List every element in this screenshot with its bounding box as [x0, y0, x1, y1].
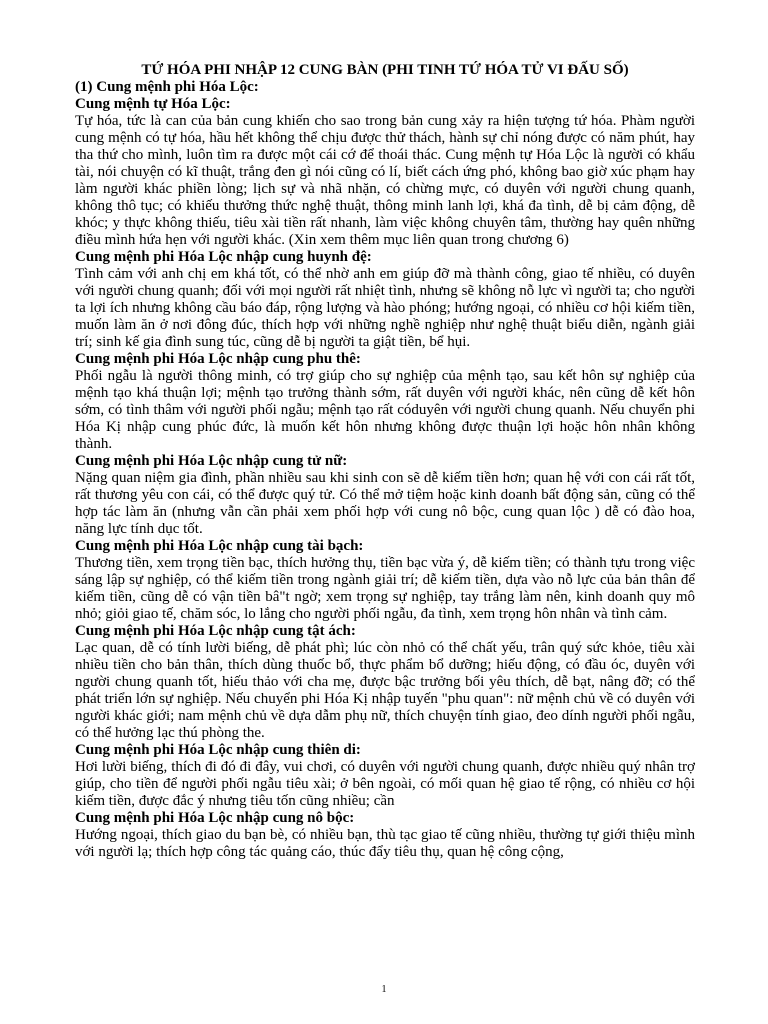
- page-number: 1: [381, 984, 387, 995]
- paragraph: Thương tiền, xem trọng tiền bạc, thích hưởng thụ, tiền bạc vừa ý, dễ kiếm tiền; có thành tựu trong việc sáng lập sự nghiệp, có thể kiếm tiền trong ngành giải trí; dễ kiếm tiền, dựa vào nỗ lực của bản thân để kiếm tiền, cũng dễ có vận tiền bâ"t ngờ; xem trọng sự nghiệp, tay trắng làm nên, kinh doanh quy mô nhỏ; giỏi giao tế, chăm sóc, lo lắng cho người phối ngẫu, đa tình, xem trọng hôn nhân và tình cảm.: [75, 555, 695, 622]
- subsection-heading: Cung mệnh tự Hóa Lộc:: [75, 96, 231, 112]
- section-heading: (1) Cung mệnh phi Hóa Lộc:: [75, 79, 259, 95]
- paragraph: Hướng ngoại, thích giao du bạn bè, có nhiều bạn, thù tạc giao tế cũng nhiều, thường tự giới thiệu mình với người lạ; thích hợp công tác quảng cáo, thúc đẩy tiêu thụ, quan hệ công cộng,: [75, 827, 695, 860]
- paragraph: Lạc quan, dễ có tính lười biếng, dễ phát phì; lúc còn nhỏ có thể chất yếu, trân quý sức khỏe, tiêu xài nhiều tiền cho bản thân, thích dùng thuốc bổ, thực phẩm bổ dưỡng; hiếu động, có đầu óc, duyên với người chung quanh tốt, hiếu thảo với cha mẹ, được bậc trưởng bối yêu thích, dễ bạt, nâng đỡ; có thể phát triển lớn sự nghiệp. Nếu chuyển phi Hóa Kị nhập tuyến "phu quan": nữ mệnh chủ về có duyên với người khác giới; nam mệnh chủ về dựa dẫm phụ nữ, thích chuyện tính giao, đeo dính người phối ngẫu, có thể hưởng lạc thú phòng the.: [75, 640, 695, 741]
- paragraph: Tình cảm với anh chị em khá tốt, có thể nhờ anh em giúp đỡ mà thành công, giao tế nhiều, có duyên với người chung quanh; đối với mọi người rất nhiệt tình, nhưng sẽ không nỗ lực vì người ta; cho người ta lợi ích nhưng không cầu báo đáp, rộng lượng và hào phóng; hướng ngoại, có nhiều cơ hội kiếm tiền, muốn làm ăn ở nơi đông đúc, thích hợp với những nghề nghiệp như nghệ thuật biểu diễn, ngành giải trí; sinh kế gia đình sung túc, cũng dễ bị người ta giật tiền, bể hụi.: [75, 266, 695, 350]
- subsection-heading: Cung mệnh phi Hóa Lộc nhập cung huynh đệ:: [75, 249, 372, 265]
- subsection-heading: Cung mệnh phi Hóa Lộc nhập cung tật ách:: [75, 623, 356, 639]
- paragraph: Nặng quan niệm gia đình, phần nhiều sau khi sinh con sẽ dễ kiếm tiền hơn; quan hệ với con cái rất tốt, rất thương yêu con cái, có thể được quý tử. Có thể mở tiệm hoặc kinh doanh bất động sản, cũng có thể hợp tác làm ăn (nhưng vẫn cần phải xem phối hợp với cung nô bộc, cung quan lộc ) dễ có đào hoa, năng lực tính dục tốt.: [75, 470, 695, 537]
- subsection-heading: Cung mệnh phi Hóa Lộc nhập cung phu thê:: [75, 351, 361, 367]
- paragraph: Tự hóa, tức là can của bản cung khiến cho sao trong bản cung xảy ra hiện tượng tứ hóa. Phàm người cung mệnh có tự hóa, hầu hết không thể chịu được thử thách, hành sự chỉ nóng được có năm phút, hay tha thứ cho mình, luôn tìm ra được một cái cớ để thoái thác. Cung mệnh tự Hóa Lộc là người có khẩu tài, nói chuyện có kĩ thuật, trắng đen gì nói cũng có lí, biết cách ứng phó, không bao giờ xúc phạm hay làm người khác phiền lòng; lịch sự và nhã nhặn, có chừng mực, có duyên với người chung quanh, không thô tục; có khiếu thưởng thức nghệ thuật, thông minh lanh lợi, khá đa tình, dễ bị cảm động, dễ khóc; y thực không thiếu, tiêu xài tiền rất nhanh, làm việc không chuyên tâm, thường hay quên những điều mình hứa hẹn với người khác. (Xin xem thêm mục liên quan trong chương 6): [75, 113, 695, 248]
- subsection-heading: Cung mệnh phi Hóa Lộc nhập cung nô bộc:: [75, 810, 355, 826]
- subsection-heading: Cung mệnh phi Hóa Lộc nhập cung thiên di:: [75, 742, 361, 758]
- subsection-heading: Cung mệnh phi Hóa Lộc nhập cung tử nữ:: [75, 453, 348, 469]
- paragraph: Phối ngẫu là người thông minh, có trợ giúp cho sự nghiệp của mệnh tạo, sau kết hôn sự nghiệp của mệnh tạo khá thuận lợi; mệnh tạo trưởng thành sớm, rất duyên với người khác, nên cũng dễ kết hôn sớm, có tình thâm với người phối ngẫu; mệnh tạo rất códuyên với người chung quanh. Nếu chuyển phi Hóa Kị nhập cung phúc đức, là muốn kết hôn nhưng không được thuận lợi hoặc hôn nhân không thành.: [75, 368, 695, 452]
- subsection-heading: Cung mệnh phi Hóa Lộc nhập cung tài bạch:: [75, 538, 364, 554]
- document-title: TỨ HÓA PHI NHẬP 12 CUNG BÀN (PHI TINH TỨ HÓA TỬ VI ĐẤU SỐ): [141, 62, 629, 78]
- paragraph: Hơi lười biếng, thích đi đó đi đây, vui chơi, có duyên với người chung quanh, được nhiều quý nhân trợ giúp, cho tiền để người phối ngẫu tiêu xài; ở bên ngoài, có mối quan hệ giao tế rộng, có nhiều cơ hội kiếm tiền, được đắc ý nhưng tiêu tốn cũng nhiều; cần: [75, 759, 695, 809]
